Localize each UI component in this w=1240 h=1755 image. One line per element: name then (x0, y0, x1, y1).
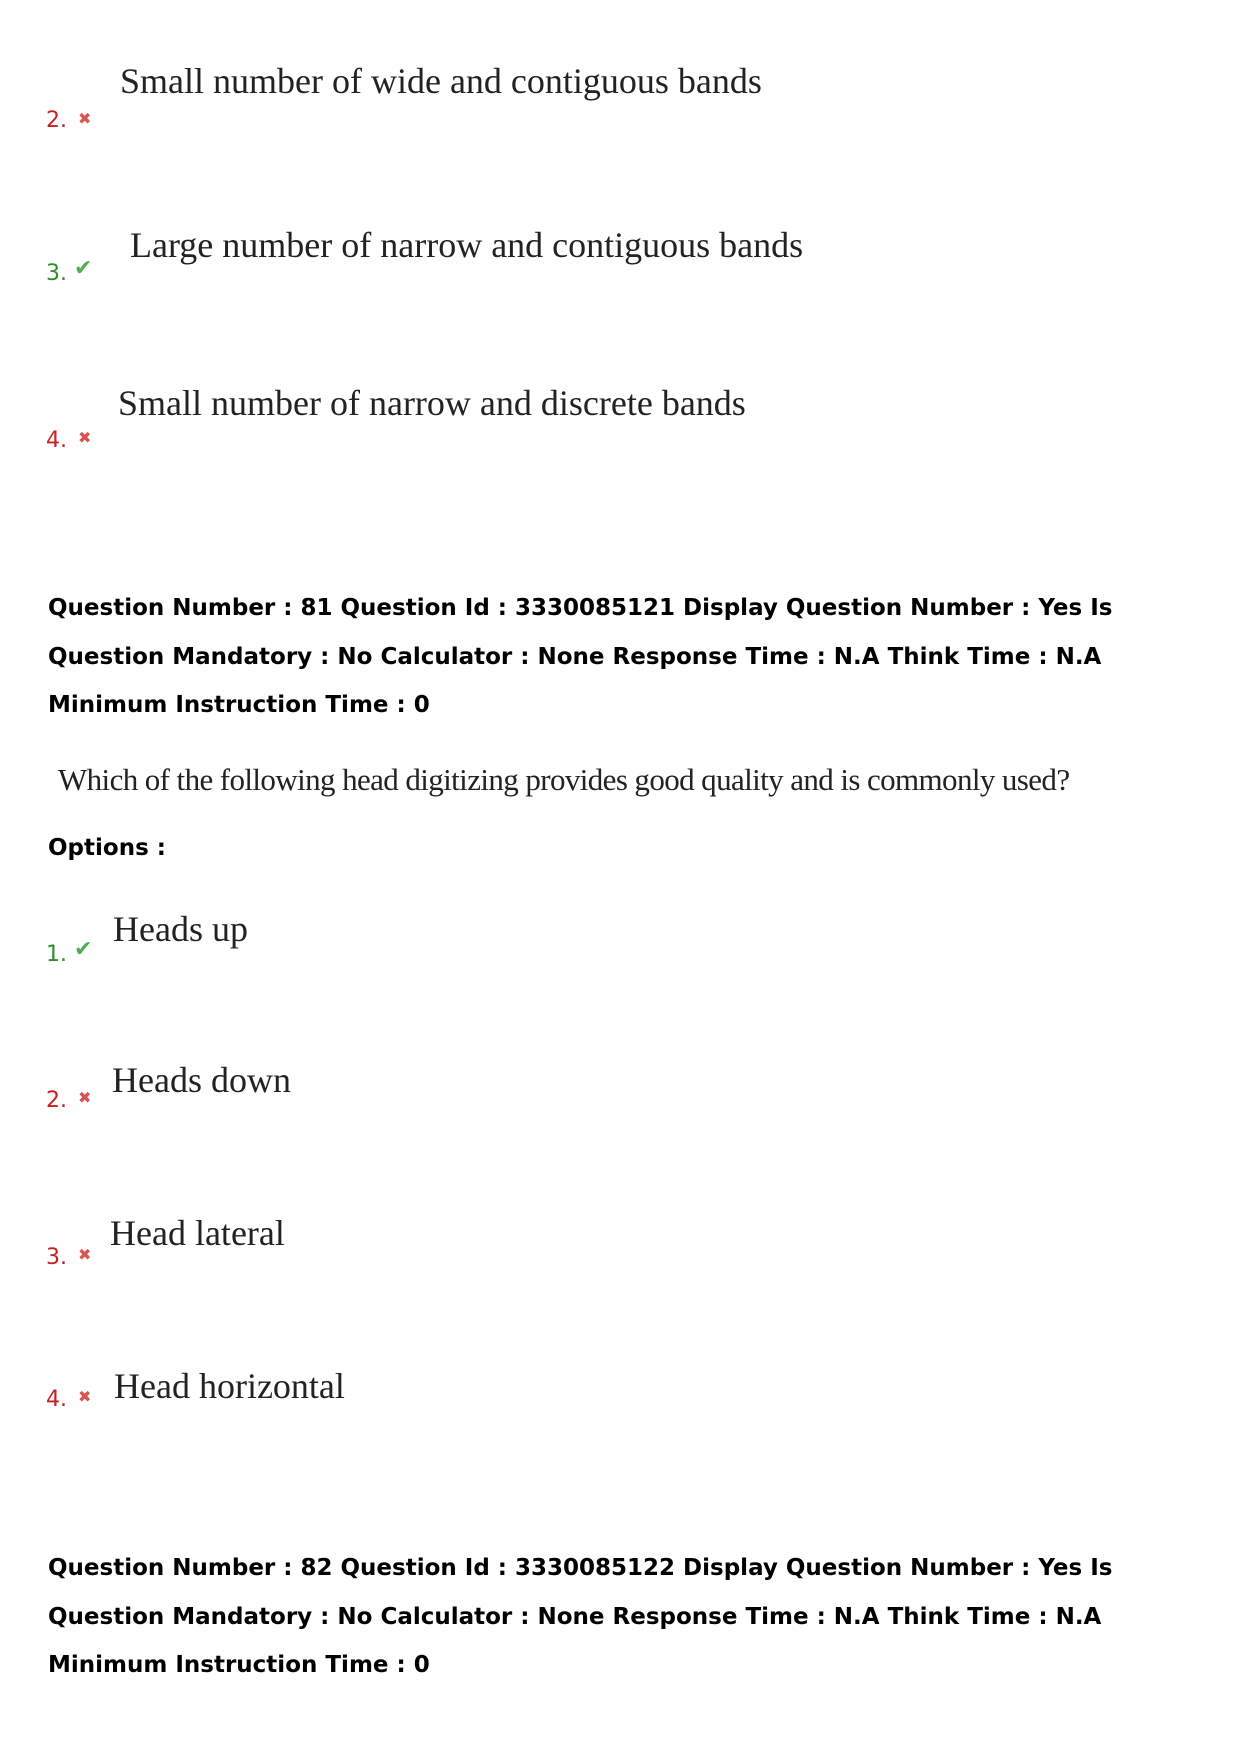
option-number: 2. (46, 108, 67, 133)
option-text: Head horizontal (114, 1366, 345, 1406)
question-meta: Question Number : 81 Question Id : 3330085121 Display Question Number : Yes Is Question Mandatory : No Calculator : None Response Time : N.A Think Time : N.A Minimum Instruction Time : 0 (48, 595, 1113, 718)
option-text: Small number of narrow and discrete bands (118, 383, 746, 423)
option-number: 4. (46, 1387, 67, 1412)
option-number: 3. (46, 261, 67, 286)
cross-icon: ✖ (78, 428, 92, 447)
question-meta: Question Number : 82 Question Id : 3330085122 Display Question Number : Yes Is Question Mandatory : No Calculator : None Response Time : N.A Think Time : N.A Minimum Instruction Time : 0 (48, 1555, 1113, 1678)
options-label: Options : (48, 835, 166, 861)
cross-icon: ✖ (78, 1387, 92, 1406)
option-text: Heads down (112, 1060, 291, 1100)
option-number: 2. (46, 1088, 67, 1113)
option-text: Large number of narrow and contiguous bands (130, 225, 804, 265)
cross-icon: ✖ (78, 1088, 92, 1107)
option-number: 3. (46, 1245, 67, 1270)
option-text: Heads up (113, 909, 248, 949)
cross-icon: ✖ (78, 109, 92, 128)
cross-icon: ✖ (78, 1245, 92, 1264)
check-icon: ✔ (74, 256, 93, 281)
question-text: Which of the following head digitizing provides good quality and is commonly used? (58, 762, 1070, 797)
option-text: Small number of wide and contiguous bands (120, 61, 762, 101)
option-text: Head lateral (110, 1213, 285, 1253)
option-number: 4. (46, 428, 67, 453)
check-icon: ✔ (74, 937, 93, 962)
option-number: 1. (46, 942, 67, 967)
